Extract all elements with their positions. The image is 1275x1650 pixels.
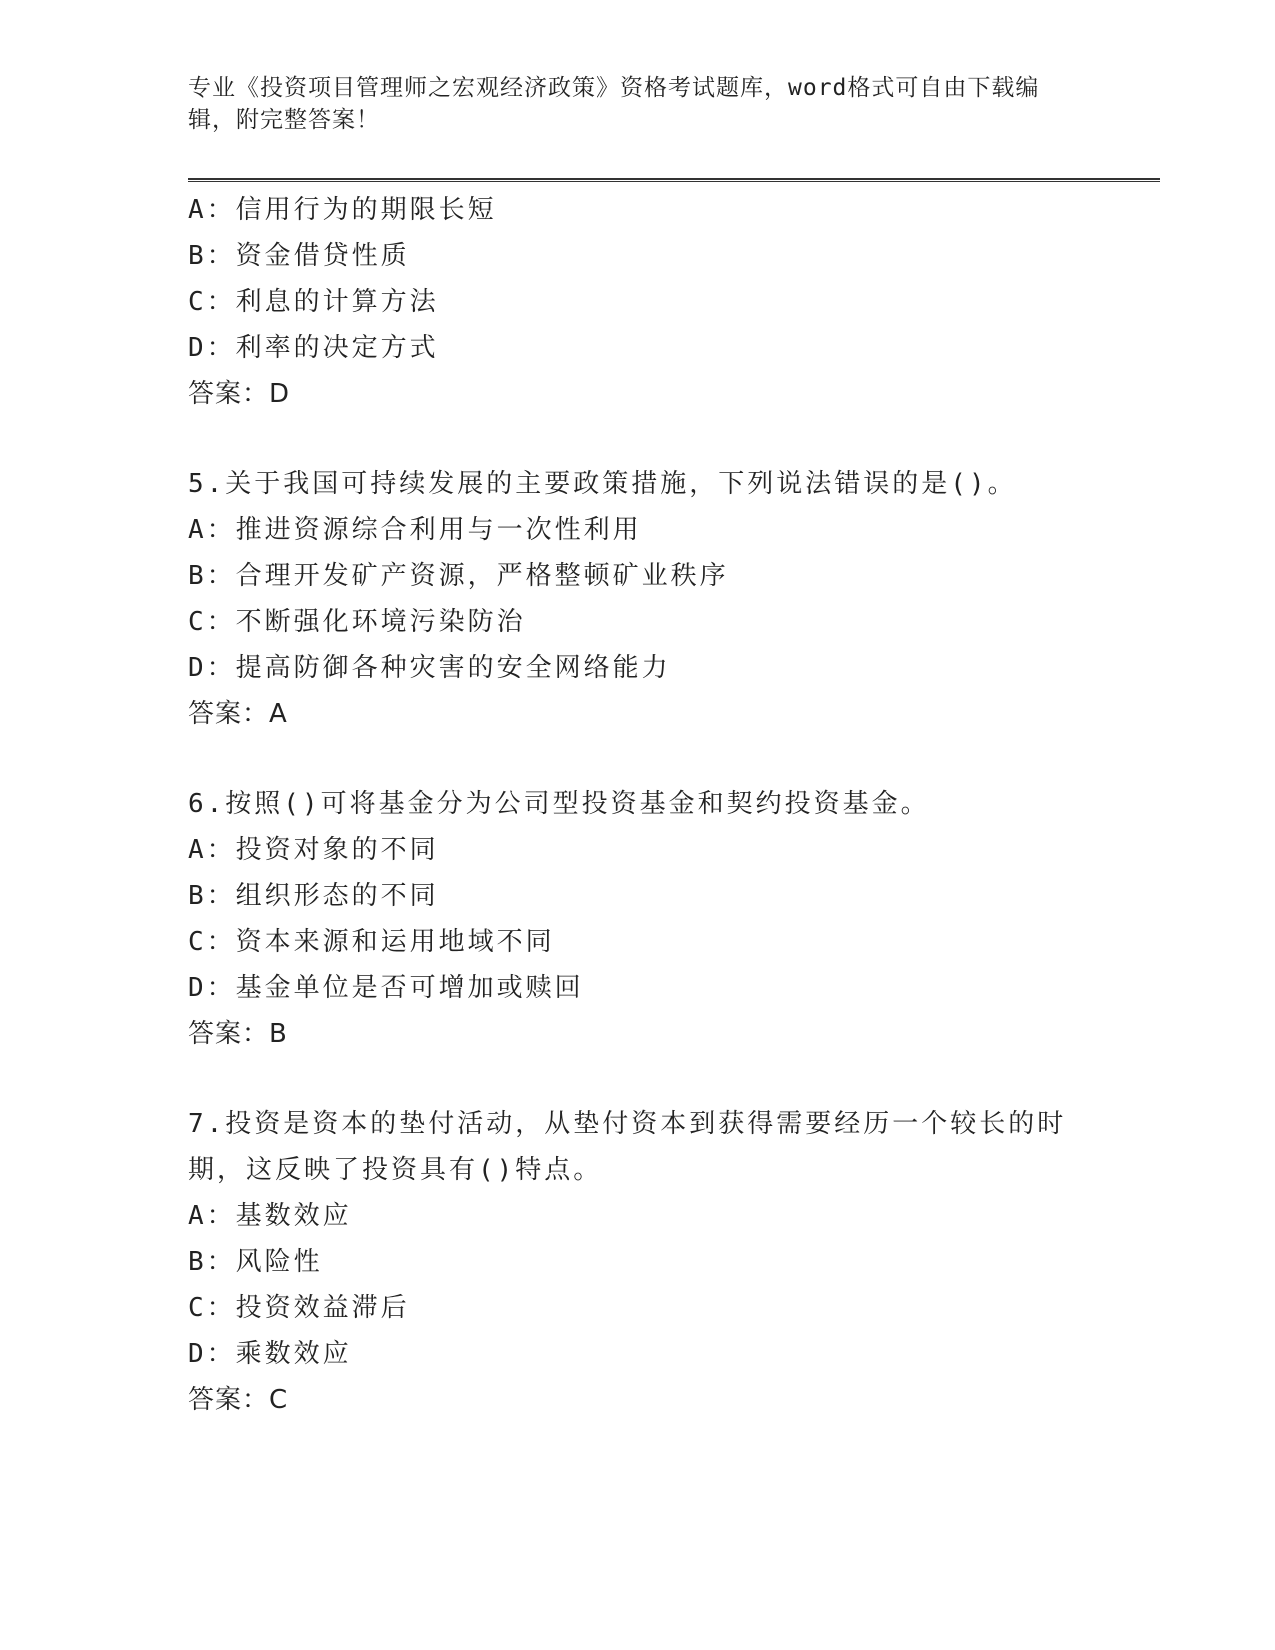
option-d: D：利率的决定方式 <box>188 333 439 363</box>
header-line-1: 专业《投资项目管理师之宏观经济政策》资格考试题库，word格式可自由下载编 <box>188 75 1040 101</box>
answer-line: 答案：A <box>188 699 288 729</box>
option-a: A：基数效应 <box>188 1201 352 1231</box>
header-divider <box>188 178 1160 182</box>
option-c: C：资本来源和运用地域不同 <box>188 927 555 957</box>
question-block-5 <box>188 461 1148 737</box>
option-b: B：资金借贷性质 <box>188 241 410 271</box>
option-d: D：基金单位是否可增加或赎回 <box>188 973 584 1003</box>
option-b: B：合理开发矿产资源，严格整顿矿业秩序 <box>188 561 729 591</box>
spacer <box>188 417 1148 461</box>
answer-line: 答案：B <box>188 1019 288 1049</box>
option-b: B：组织形态的不同 <box>188 881 439 911</box>
option-c: C：利息的计算方法 <box>188 287 439 317</box>
option-b: B：风险性 <box>188 1247 323 1277</box>
question-stem: 6.按照()可将基金分为公司型投资基金和契约投资基金。 <box>188 789 930 819</box>
question-block-prev <box>188 187 1148 417</box>
option-a: A：信用行为的期限长短 <box>188 195 497 225</box>
question-block-6 <box>188 781 1148 1057</box>
document-header <box>188 72 1088 136</box>
question-stem: 7.投资是资本的垫付活动，从垫付资本到获得需要经历一个较长的时 <box>188 1109 1067 1139</box>
answer-line: 答案：D <box>188 379 291 409</box>
spacer <box>188 1057 1148 1101</box>
question-stem-continued: 期，这反映了投资具有()特点。 <box>188 1155 603 1185</box>
question-list <box>188 187 1148 1423</box>
answer-line: 答案：C <box>188 1385 289 1415</box>
header-line-2: 辑，附完整答案！ <box>188 107 380 133</box>
option-a: A：投资对象的不同 <box>188 835 439 865</box>
question-stem: 5.关于我国可持续发展的主要政策措施，下列说法错误的是()。 <box>188 469 1017 499</box>
option-c: C：投资效益滞后 <box>188 1293 410 1323</box>
question-block-7 <box>188 1101 1148 1423</box>
option-d: D：乘数效应 <box>188 1339 352 1369</box>
option-c: C：不断强化环境污染防治 <box>188 607 526 637</box>
spacer <box>188 737 1148 781</box>
option-d: D：提高防御各种灾害的安全网络能力 <box>188 653 671 683</box>
option-a: A：推进资源综合利用与一次性利用 <box>188 515 642 545</box>
